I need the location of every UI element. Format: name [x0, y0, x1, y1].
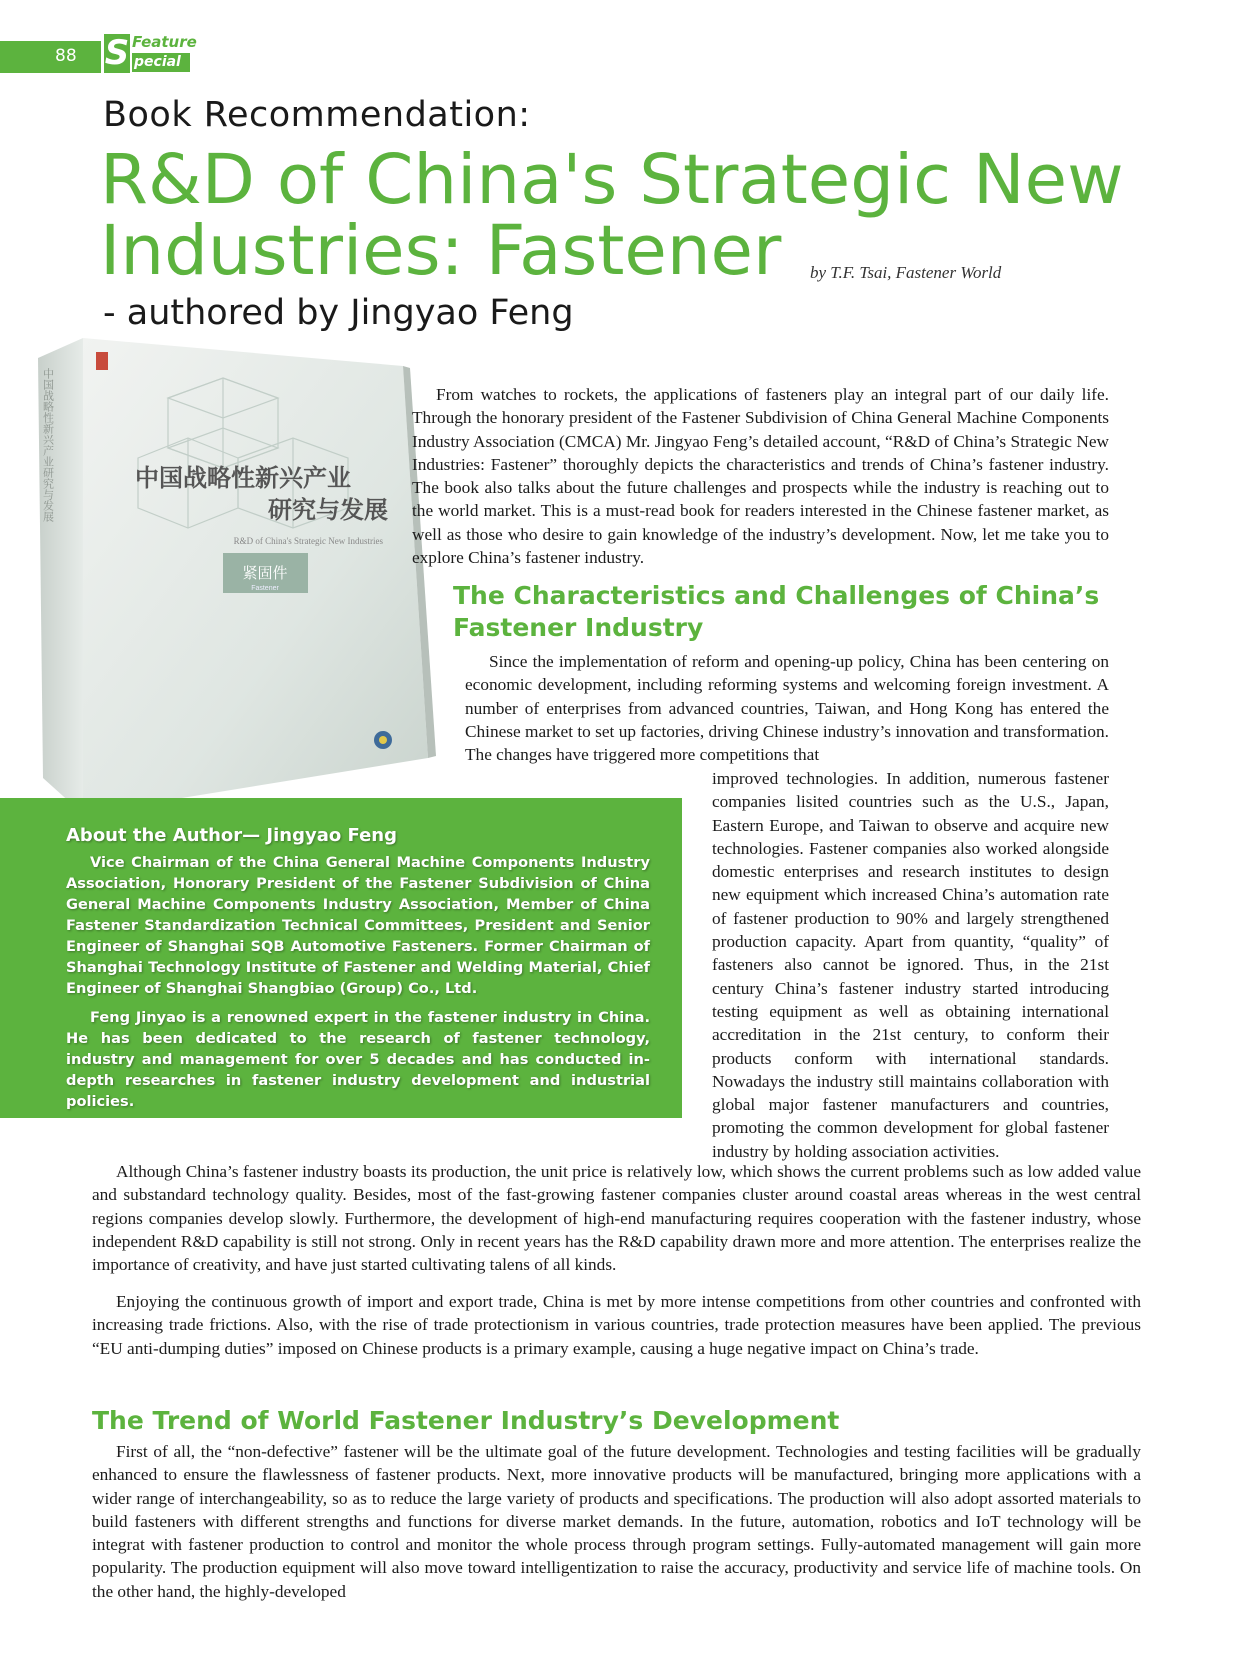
book-badge-en: Fastener	[251, 585, 279, 592]
logo-special-text: pecial	[132, 53, 190, 72]
book-title-en: R&D of China's Strategic New Industries	[233, 536, 383, 546]
article-subtitle: - authored by Jingyao Feng	[103, 293, 574, 333]
trend-paragraph-1: First of all, the “non-defective” fastener will be the ultimate goal of the future development. Technologies and testing facilities will be gradually enhanced to ensure the flawlessness of fastener products. Next, more innovative products will be manufactured, bringing more applications with a wider range of interchangeability, so as to reduce the large variety of products and specifications. The production will also adopt assorted materials to build fasteners with different strengths and functions for diverse market demands. In the future, automation, robotics and IoT technology will be integrat with fastener production to control and monitor the whole process through program settings. Fully-automated management will gain more popularity. The production equipment will also move toward intelligentization to raise the accuracy, productivity and service life of machine tools. On the other hand, the highly-developed	[92, 1442, 1141, 1601]
book-badge-cn: 紧固件	[242, 564, 288, 582]
about-author-bio: Vice Chairman of the China General Machine Components Industry Association, Honorary President of the Fastener Subdivision of China General Machine Components Industry Association, Member of China Fastener Standardization Technical Committees, President and Senior Engineer of Shanghai SQB Automotive Fasteners. Former Chairman of Shanghai Technology Institute of Fastener and Welding Material, Chief Engineer of Shanghai Shangbiao (Group) Co., Ltd.	[66, 854, 650, 997]
title-prefix: Book Recommendation:	[103, 95, 531, 135]
byline: by T.F. Tsai, Fastener World	[810, 263, 1002, 282]
article-title: R&D of China's Strategic New Industries: Fastener	[100, 140, 1124, 291]
book-title-cn-2: 研究与发展	[268, 496, 388, 524]
logo-letter: S	[104, 33, 130, 73]
publisher-logo	[96, 352, 108, 370]
section-heading-trend: The Trend of World Fastener Industry’s Development	[92, 1406, 840, 1435]
logo-feature-text: Feature	[132, 33, 197, 51]
book-title-cn-1: 中国战略性新兴产业	[135, 464, 351, 492]
characteristics-paragraph-2: Although China’s fastener industry boasts its production, the unit price is relatively low, which shows the current problems such as low added value and substandard technology quality. Besides, most of the fast-growing fastener companies cluster around coastal areas whereas in the west central regions companies develop slowly. Furthermore, the development of high-end manufacturing requires cooperation with the fastener industry, whose independent R&D capability is still not strong. Only in recent years has the R&D capability drawn more and more attention. The enterprises realize the importance of creativity, and have just started cultivating talens of all kinds.	[92, 1162, 1141, 1275]
book-cover-image	[38, 338, 438, 814]
section-heading-characteristics: The Characteristics and Challenges of China’s Fastener Industry	[453, 581, 1100, 642]
feature-special-logo	[104, 33, 197, 73]
characteristics-paragraph-1: Since the implementation of reform and opening-up policy, China has been centering on economic development, including reforming systems and welcoming foreign investment. A number of enterprises from advanced countries, Taiwan, and Hong Kong has entered the Chinese market to set up factories, driving Chinese industry’s innovation and transformation. The changes have triggered more competitions that	[465, 652, 1109, 765]
intro-paragraph: From watches to rockets, the applications of fasteners play an integral part of our daily life. Through the honorary president of the Fastener Subdivision of China General Machine Components Industry Association (CMCA) Mr. Jingyao Feng’s detailed account, “R&D of China’s Strategic New Industries: Fastener” thoroughly depicts the characteristics and trends of China’s fastener industry. The book also talks about the future challenges and prospects while the industry is reaching out to the world market. This is a must-read book for readers interested in the Chinese fastener market, as well as those who desire to gain knowledge of the industry’s development. Now, let me take you to explore China’s fastener industry.	[412, 385, 1109, 568]
characteristics-paragraph-3: Enjoying the continuous growth of import and export trade, China is met by more intense competitions from other countries and confronted with increasing trade frictions. Also, with the rise of trade protectionism in various countries, trade protection measures have been applied. The previous “EU anti-dumping duties” imposed on Chinese products is a primary example, causing a huge negative impact on China’s trade.	[92, 1292, 1141, 1358]
characteristics-paragraph-1-continued: improved technologies. In addition, numerous fastener companies lisited countries such as the U.S., Japan, Eastern Europe, and Taiwan to observe and acquire new technologies. Fastener companies also worked alongside domestic enterprises and research institutes to design new equipment which increased China’s automation rate of fastener production to 90% and largely strengthened production capacity. Apart from quantity, “quality” of fasteners also cannot be ignored. Thus, in the 21st century China’s fastener industry started introducing testing equipment as well as obtaining international accreditation in the 21st century, to conform their products conform with international standards. Nowadays the industry still maintains collaboration with global major fastener manufacturers and countries, promoting the common development for global fastener industry by holding association activities.	[712, 769, 1109, 1161]
svg-text:中国战略性新兴产业研究与发展: 中国战略性新兴产业研究与发展	[41, 368, 55, 522]
about-author-title: About the Author— Jingyao Feng	[66, 825, 397, 846]
about-author-expertise: Feng Jinyao is a renowned expert in the fastener industry in China. He has been dedicated to the research of fastener technology, industry and management for over 5 decades and has conducted in-depth researches in fastener industry development and industrial policies.	[66, 1009, 650, 1110]
book-spine-text	[42, 367, 55, 523]
page-number: 88	[55, 46, 77, 66]
